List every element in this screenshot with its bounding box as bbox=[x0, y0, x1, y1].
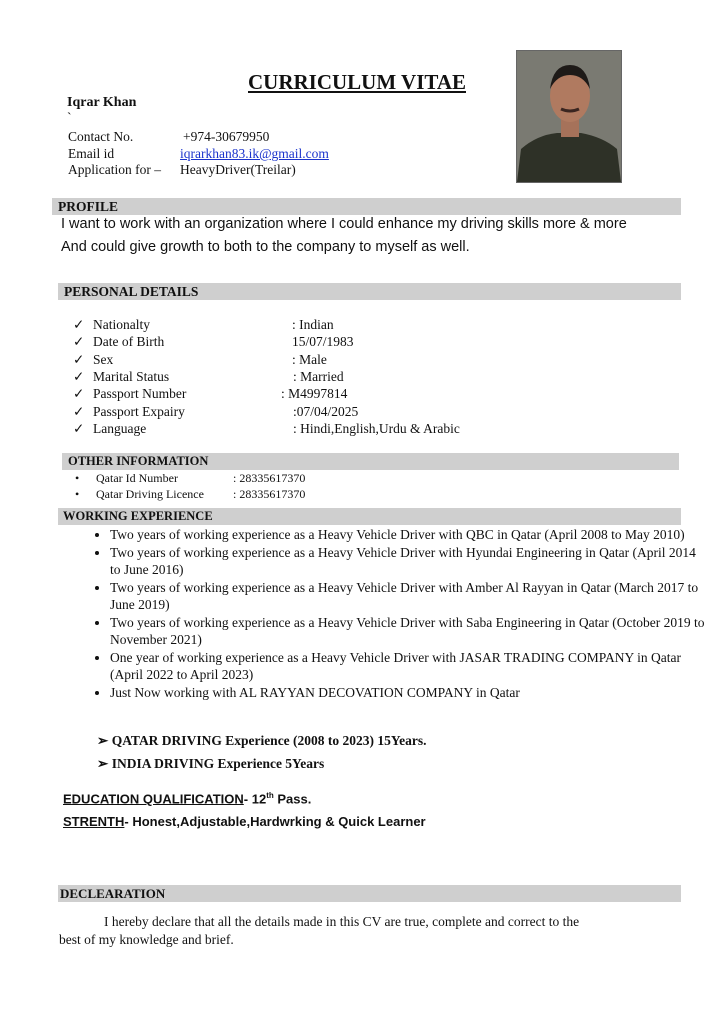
personal-label: Language bbox=[93, 420, 147, 436]
application-label: Application for – bbox=[68, 162, 161, 177]
check-icon: ✓ bbox=[73, 386, 85, 402]
personal-value: : Married bbox=[293, 368, 344, 384]
strength-value: - Honest,Adjustable,Hardwrking & Quick Learner bbox=[124, 814, 426, 829]
other-value: : 28335617370 bbox=[233, 471, 306, 485]
declaration-line-2: best of my knowledge and brief. bbox=[59, 932, 234, 947]
summary-india-text: INDIA DRIVING Experience 5Years bbox=[111, 756, 325, 771]
declaration-heading: DECLEARATION bbox=[58, 885, 681, 902]
check-icon: ✓ bbox=[73, 368, 85, 384]
list-item: • One year of working experience as a Heavy Vehicle Driver with JASAR TRADING COMPANY in Qatar (April 2022 to April 2023) bbox=[110, 649, 705, 683]
list-item: • Two years of working experience as a Heavy Vehicle Driver with Hyundai Engineering in Qatar (April 2014 to June 2016) bbox=[110, 544, 705, 578]
education-rest: Pass. bbox=[273, 791, 312, 807]
strength-label: STRENTH bbox=[63, 814, 125, 829]
education-value: - 12 bbox=[243, 791, 267, 807]
personal-value: : Male bbox=[292, 351, 327, 367]
education-sup: th bbox=[266, 791, 274, 800]
arrow-bullet-icon: ➢ bbox=[97, 756, 112, 771]
personal-label: Nationalty bbox=[93, 317, 150, 332]
profile-line-1: I want to work with an organization where I could enhance my driving skills more & more bbox=[61, 216, 627, 232]
personal-value: : M4997814 bbox=[281, 386, 348, 402]
page-title: CURRICULUM VITAE bbox=[248, 70, 466, 94]
summary-qatar bbox=[97, 733, 427, 749]
check-icon: ✓ bbox=[73, 334, 85, 350]
other-value: : 28335617370 bbox=[233, 487, 306, 501]
personal-value: 15/07/1983 bbox=[292, 334, 354, 350]
working-experience-heading: WORKING EXPERIENCE bbox=[58, 508, 681, 525]
email-label: Email id bbox=[68, 146, 115, 161]
education-label: EDUCATION QUALIFICATION bbox=[63, 791, 244, 807]
profile-heading: PROFILE bbox=[52, 198, 681, 215]
personal-value: : Indian bbox=[292, 317, 334, 332]
contact-value: +974-30679950 bbox=[183, 129, 270, 144]
application-value: HeavyDriver(Treilar) bbox=[180, 162, 296, 177]
check-icon: ✓ bbox=[73, 351, 85, 367]
profile-line-2: And could give growth to both to the company to myself as well. bbox=[61, 239, 470, 255]
personal-label: Marital Status bbox=[93, 368, 170, 384]
personal-label: Sex bbox=[93, 351, 114, 367]
profile-photo bbox=[516, 50, 622, 183]
other-label: Qatar Id Number bbox=[96, 471, 178, 485]
bullet-icon: • bbox=[75, 487, 80, 501]
other-label: Qatar Driving Licence bbox=[96, 487, 204, 501]
candidate-name: Iqrar Khan bbox=[67, 95, 137, 110]
list-item: • Just Now working with AL RAYYAN DECOVATION COMPANY in Qatar bbox=[110, 684, 705, 701]
summary-india bbox=[97, 756, 324, 772]
work-experience-list bbox=[90, 526, 705, 702]
check-icon: ✓ bbox=[73, 403, 85, 419]
personal-label: Passport Expairy bbox=[93, 403, 185, 419]
check-icon: ✓ bbox=[73, 317, 85, 332]
list-item: • Two years of working experience as a Heavy Vehicle Driver with QBC in Qatar (April 2008 to May 2010) bbox=[110, 526, 705, 543]
other-information-heading: OTHER INFORMATION bbox=[62, 453, 679, 470]
check-icon: ✓ bbox=[73, 420, 85, 436]
education-line bbox=[63, 791, 311, 806]
personal-details-heading: PERSONAL DETAILS bbox=[58, 283, 681, 300]
personal-value: : Hindi,English,Urdu & Arabic bbox=[293, 420, 460, 436]
contact-label: Contact No. bbox=[68, 129, 134, 144]
bullet-icon: • bbox=[75, 471, 80, 485]
personal-label: Passport Number bbox=[93, 386, 187, 402]
personal-value: :07/04/2025 bbox=[293, 403, 359, 419]
stray-mark: ` bbox=[67, 110, 72, 125]
arrow-bullet-icon: ➢ bbox=[97, 733, 112, 748]
strength-line bbox=[63, 814, 426, 829]
list-item: • Two years of working experience as a Heavy Vehicle Driver with Saba Engineering in Qatar (October 2019 to November 2021) bbox=[110, 614, 705, 648]
email-link[interactable]: iqrarkhan83.ik@gmail.com bbox=[180, 146, 329, 161]
summary-qatar-text: QATAR DRIVING Experience (2008 to 2023) 15Years. bbox=[111, 733, 427, 748]
list-item: • Two years of working experience as a Heavy Vehicle Driver with Amber Al Rayyan in Qatar (March 2017 to June 2019) bbox=[110, 579, 705, 613]
personal-label: Date of Birth bbox=[93, 334, 165, 350]
declaration-line-1: I hereby declare that all the details made in this CV are true, complete and correct to the bbox=[104, 914, 580, 929]
